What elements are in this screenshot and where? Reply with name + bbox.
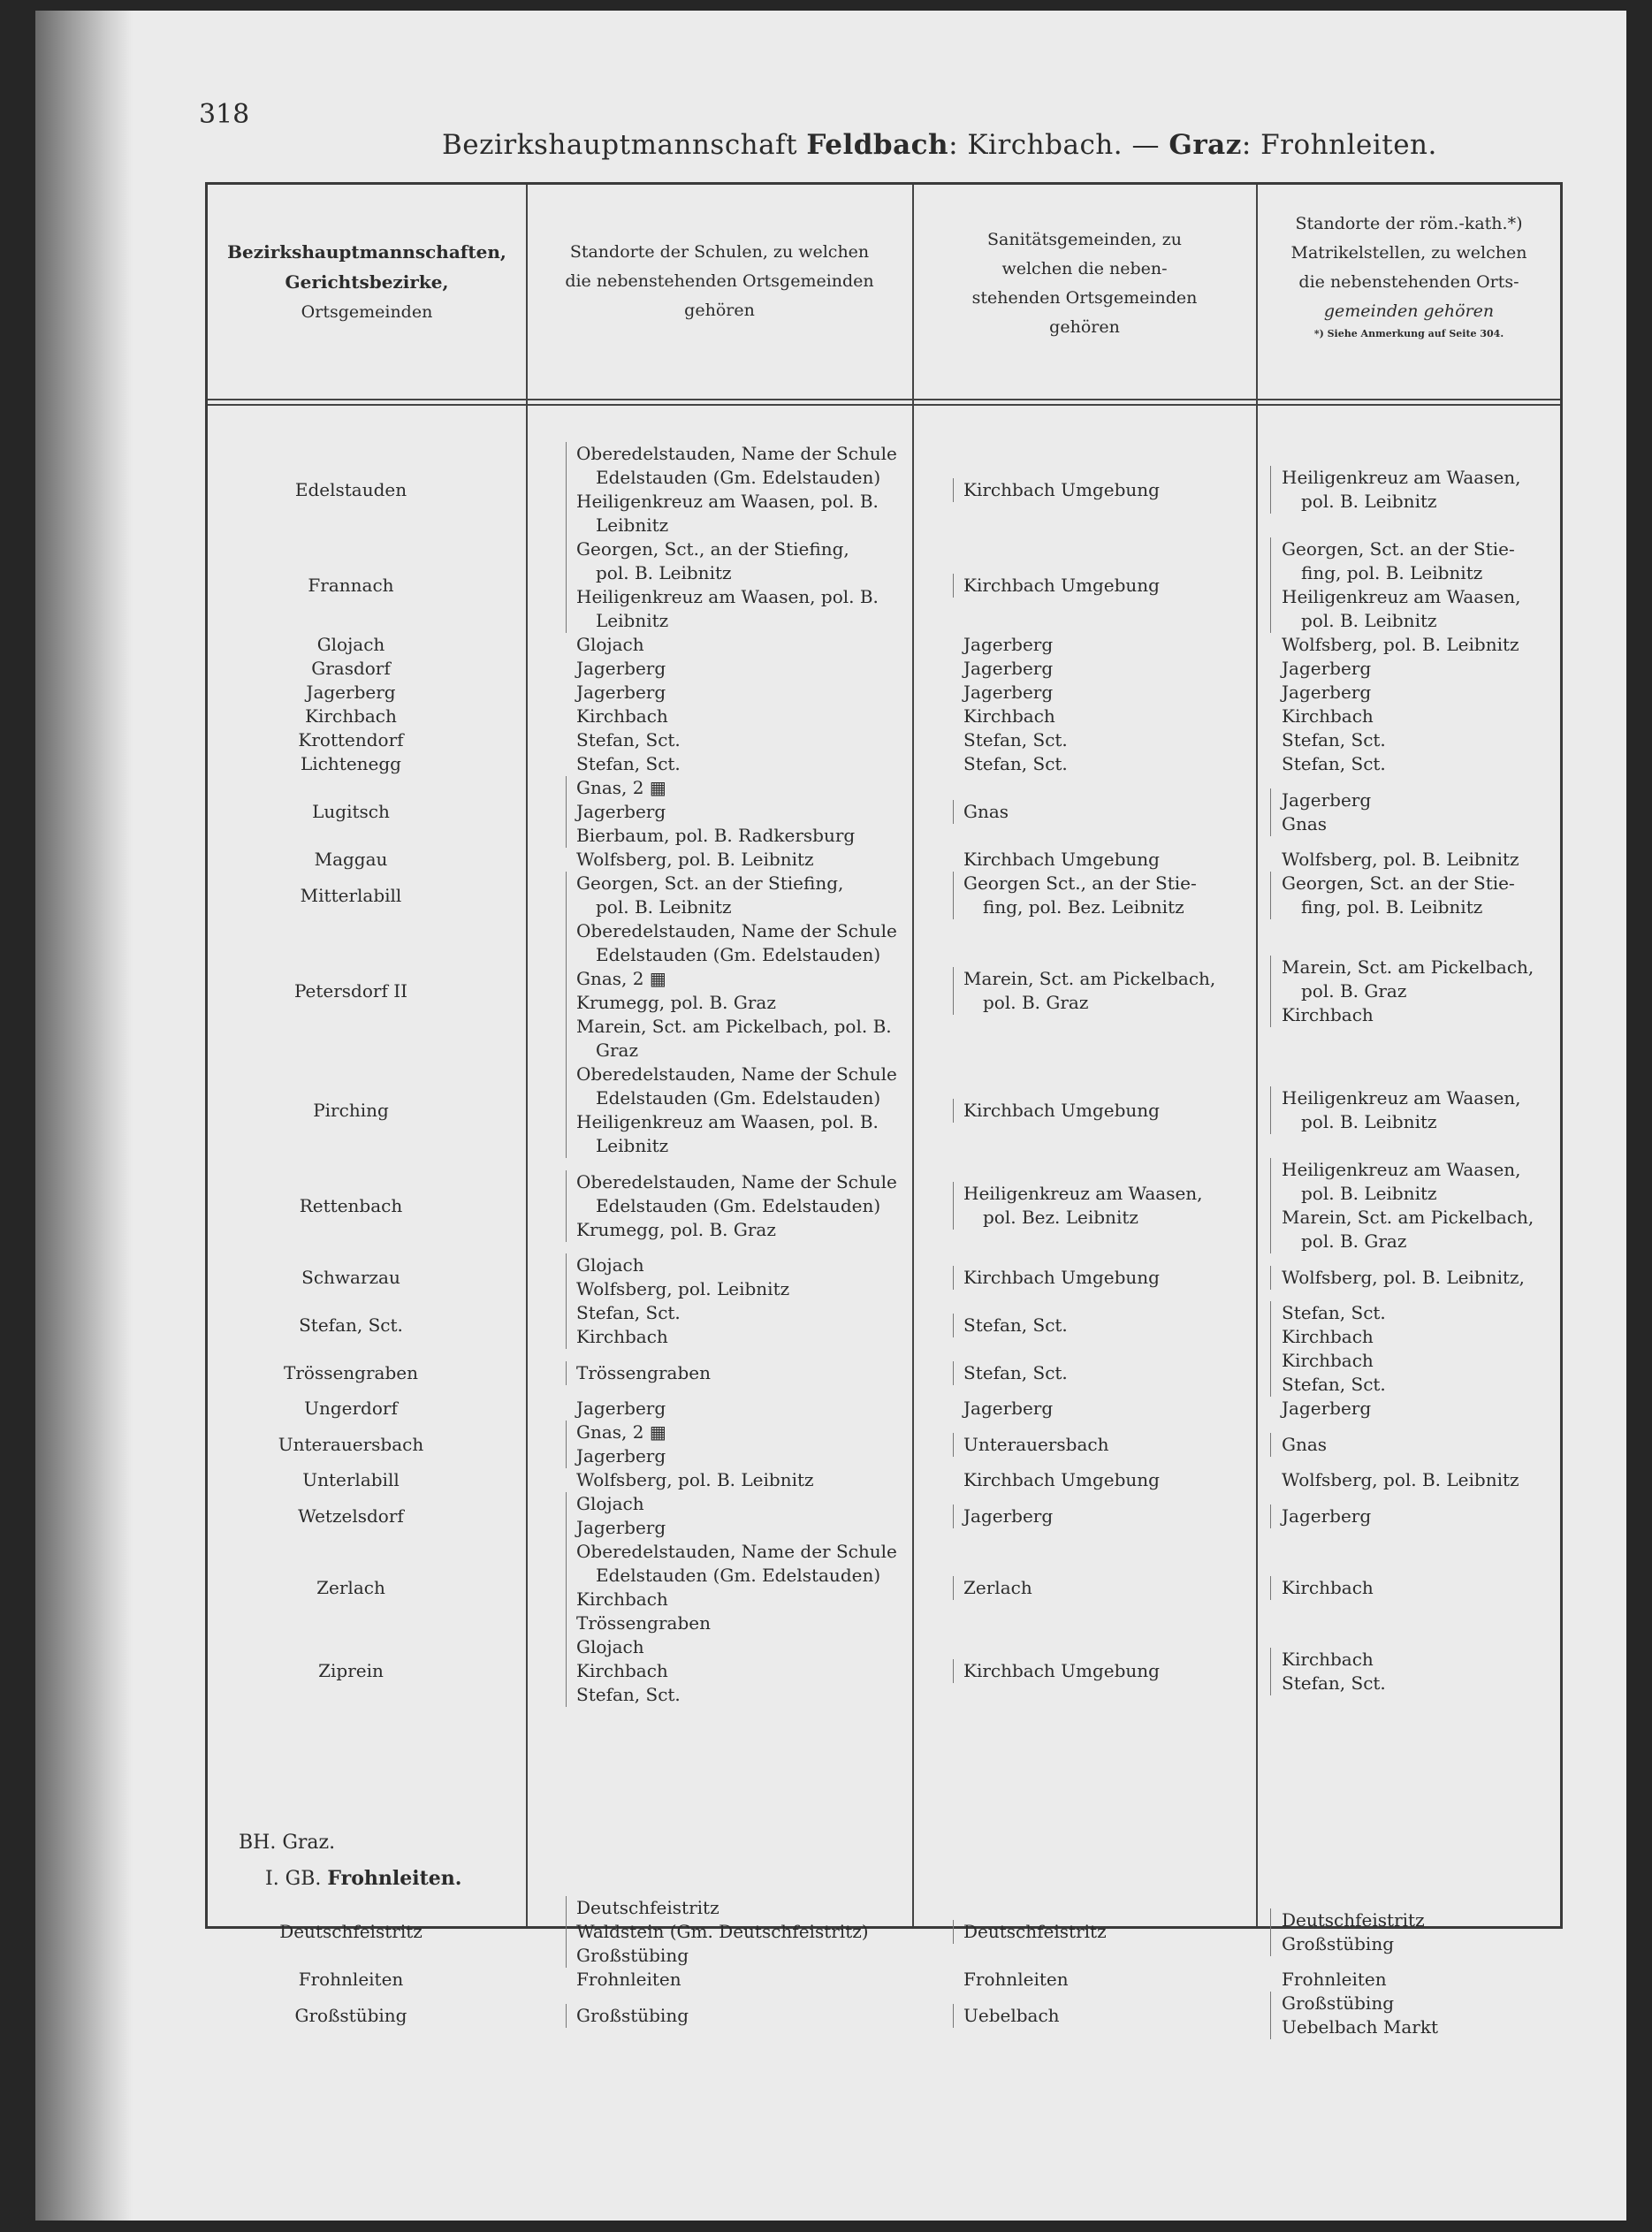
header-col-sanitary: Sanitätsgemeinden, zu welchen die neben- stehenden Ortsgemeinden gehören bbox=[971, 230, 1198, 337]
section-bh: BH. Graz. bbox=[239, 1832, 336, 1854]
rows-c2-10-0: Georgen, Sct. an der Stiefing, bbox=[576, 872, 844, 894]
rows-c2-brace-22 bbox=[566, 1635, 567, 1707]
rows-c4-22-1: Stefan, Sct. bbox=[1282, 1672, 1386, 1694]
rows-c3-brace-21 bbox=[953, 1576, 954, 1600]
rows-c3-18-0: Unterauersbach bbox=[963, 1433, 1109, 1455]
rows-c3-9-0: Kirchbach Umgebung bbox=[963, 849, 1160, 870]
rows-c2-13-0: Oberedelstauden, Name der Schule bbox=[576, 1170, 897, 1192]
rows-c4-15-1: Kirchbach bbox=[1282, 1326, 1374, 1347]
rows-c4-14-0: Wolfsberg, pol. B. Leibnitz, bbox=[1282, 1266, 1525, 1288]
rows-c4-11-2: Kirchbach bbox=[1282, 1003, 1374, 1025]
rows-c4-12-0: Heiligenkreuz am Waasen, bbox=[1282, 1087, 1521, 1108]
rows-c2-0-2: Heiligenkreuz am Waasen, pol. B. bbox=[576, 491, 879, 512]
header-rule-double bbox=[208, 404, 1560, 406]
rows-c2-17-0: Jagerberg bbox=[576, 1398, 666, 1419]
rows-c3-1-0: Kirchbach Umgebung bbox=[963, 574, 1160, 596]
rows-place-9: Maggau bbox=[314, 849, 388, 870]
rows-place-19: Unterlabill bbox=[302, 1469, 400, 1490]
book-binding-shadow bbox=[35, 11, 133, 2221]
rows-c2-2-0: Glojach bbox=[576, 634, 644, 655]
rows2-c4-0-0: Deutschfeistritz bbox=[1282, 1908, 1425, 1931]
rows-c4-brace-16 bbox=[1270, 1349, 1271, 1397]
rows2-c4-brace-0 bbox=[1270, 1908, 1271, 1956]
rows-c4-21-0: Kirchbach bbox=[1282, 1576, 1374, 1598]
rows-c3-brace-10 bbox=[953, 872, 954, 919]
rows-c2-11-3: Krumegg, pol. B. Graz bbox=[576, 992, 776, 1013]
rows-place-7: Lichtenegg bbox=[301, 753, 401, 774]
rows2-c2-0-0: Deutschfeistritz bbox=[576, 1897, 719, 1918]
rows-c2-22-2: Stefan, Sct. bbox=[576, 1684, 681, 1705]
rows-c2-11-5: Graz bbox=[596, 1040, 638, 1061]
rows-c2-21-1: Edelstauden (Gm. Edelstauden) bbox=[596, 1565, 881, 1586]
rows-c2-16-0: Trössengraben bbox=[576, 1361, 711, 1383]
rows-place-2: Glojach bbox=[316, 634, 385, 655]
rows2-c4-2-1: Uebelbach Markt bbox=[1282, 2016, 1439, 2038]
rows-c2-8-2: Bierbaum, pol. B. Radkersburg bbox=[576, 825, 856, 846]
rows-c3-19-0: Kirchbach Umgebung bbox=[963, 1469, 1160, 1490]
rows-c2-0-0: Oberedelstauden, Name der Schule bbox=[576, 443, 897, 464]
rows-c2-10-1: pol. B. Leibnitz bbox=[596, 896, 732, 918]
rows-c4-brace-21 bbox=[1270, 1576, 1271, 1600]
rows-c2-11-1: Edelstauden (Gm. Edelstauden) bbox=[596, 944, 881, 965]
rows-c4-brace-22 bbox=[1270, 1648, 1271, 1695]
rows-c3-brace-11 bbox=[953, 967, 954, 1015]
rows2-place-1: Frohnleiten bbox=[298, 1969, 404, 1990]
rows-c2-21-2: Kirchbach bbox=[576, 1588, 668, 1610]
rows-c2-14-0: Glojach bbox=[576, 1254, 644, 1276]
rows-c4-20-0: Jagerberg bbox=[1282, 1505, 1372, 1527]
rows-place-0: Edelstauden bbox=[294, 478, 407, 500]
rows-c2-brace-12 bbox=[566, 1063, 567, 1158]
rows-c4-17-0: Jagerberg bbox=[1282, 1398, 1372, 1419]
rows-c2-4-0: Jagerberg bbox=[576, 682, 666, 703]
rows-place-11: Petersdorf II bbox=[293, 979, 408, 1002]
rows-c3-7-0: Stefan, Sct. bbox=[963, 753, 1068, 774]
rows2-c3-brace-2 bbox=[953, 2004, 954, 2028]
rows-c4-7-0: Stefan, Sct. bbox=[1282, 753, 1386, 774]
rows2-c2-1-0: Frohnleiten bbox=[576, 1969, 681, 1990]
rows-c2-18-1: Jagerberg bbox=[576, 1445, 666, 1466]
rows2-c4-1-0: Frohnleiten bbox=[1282, 1969, 1387, 1990]
rows-place-14: Schwarzau bbox=[301, 1266, 400, 1288]
rows-place-4: Jagerberg bbox=[306, 682, 396, 703]
rows-place-20: Wetzelsdorf bbox=[298, 1505, 404, 1527]
rows-c4-13-3: pol. B. Graz bbox=[1301, 1230, 1407, 1252]
rows-c3-21-0: Zerlach bbox=[963, 1576, 1032, 1598]
rows-c4-brace-20 bbox=[1270, 1505, 1271, 1528]
rows-c3-20-0: Jagerberg bbox=[963, 1505, 1054, 1527]
rows-c3-brace-22 bbox=[953, 1659, 954, 1683]
rows-c3-brace-1 bbox=[953, 574, 954, 598]
rows-c4-13-0: Heiligenkreuz am Waasen, bbox=[1282, 1159, 1521, 1180]
rows-c3-13-1: pol. Bez. Leibnitz bbox=[983, 1207, 1138, 1228]
rows-c3-brace-18 bbox=[953, 1433, 954, 1457]
rows-c2-1-0: Georgen, Sct., an der Stiefing, bbox=[576, 538, 849, 560]
rows2-c2-0-1: Waldstein (Gm. Deutschfeistritz) bbox=[576, 1921, 869, 1942]
rows-c2-7-0: Stefan, Sct. bbox=[576, 753, 681, 774]
rows-c3-brace-20 bbox=[953, 1505, 954, 1528]
rows-place-18: Unterauersbach bbox=[278, 1433, 424, 1455]
rows-c4-1-1: fing, pol. B. Leibnitz bbox=[1301, 562, 1483, 583]
page-number: 318 bbox=[199, 99, 250, 130]
rows-c4-2-0: Wolfsberg, pol. B. Leibnitz bbox=[1282, 634, 1519, 655]
rows-c2-brace-15 bbox=[566, 1301, 567, 1349]
rows-c2-12-2: Heiligenkreuz am Waasen, pol. B. bbox=[576, 1111, 879, 1132]
rows-c4-brace-10 bbox=[1270, 872, 1271, 919]
rows-c2-11-0: Oberedelstauden, Name der Schule bbox=[576, 920, 897, 941]
rows-place-17: Ungerdorf bbox=[304, 1398, 398, 1419]
rows-c2-13-2: Krumegg, pol. B. Graz bbox=[576, 1218, 776, 1240]
rows2-place-2: Großstübing bbox=[294, 2004, 407, 2026]
rows-c3-brace-13 bbox=[953, 1182, 954, 1230]
rows-c3-13-0: Heiligenkreuz am Waasen, bbox=[963, 1183, 1203, 1204]
rows-c3-brace-14 bbox=[953, 1266, 954, 1290]
header-rule bbox=[208, 399, 1560, 400]
rows-c4-0-0: Heiligenkreuz am Waasen, bbox=[1282, 467, 1521, 488]
rows-place-3: Grasdorf bbox=[311, 658, 391, 679]
rows-c2-brace-14 bbox=[566, 1253, 567, 1301]
rows-c4-11-0: Marein, Sct. am Pickelbach, bbox=[1282, 956, 1534, 978]
column-rule-2 bbox=[912, 185, 914, 1926]
rows2-c3-1-0: Frohnleiten bbox=[963, 1969, 1069, 1990]
rows-c3-8-0: Gnas bbox=[963, 801, 1009, 822]
rows-c2-14-1: Wolfsberg, pol. Leibnitz bbox=[576, 1278, 790, 1299]
rows-c2-22-0: Glojach bbox=[576, 1636, 644, 1657]
rows2-c2-brace-2 bbox=[566, 2004, 567, 2028]
rows-c2-brace-11 bbox=[566, 919, 567, 1063]
rows2-c2-0-2: Großstübing bbox=[576, 1945, 689, 1966]
rows-c2-20-1: Jagerberg bbox=[576, 1517, 666, 1538]
rows-c2-20-0: Glojach bbox=[576, 1493, 644, 1514]
header-col-parish: Standorte der röm.-kath.*) Matrikelstellen, zu welchen die nebenstehenden Orts- gemeinden gehören *) Siehe Anmerkung auf Seite 304. bbox=[1290, 214, 1527, 339]
rows-c2-0-1: Edelstauden (Gm. Edelstauden) bbox=[596, 467, 881, 488]
rows-c2-1-1: pol. B. Leibnitz bbox=[596, 562, 732, 583]
rows-c4-19-0: Wolfsberg, pol. B. Leibnitz bbox=[1282, 1469, 1519, 1490]
rows-c4-3-0: Jagerberg bbox=[1282, 658, 1372, 679]
rows-c4-8-0: Jagerberg bbox=[1282, 788, 1372, 811]
rows-c4-15-0: Stefan, Sct. bbox=[1282, 1302, 1386, 1323]
rows-c4-1-2: Heiligenkreuz am Waasen, bbox=[1282, 586, 1521, 607]
rows-c3-16-0: Stefan, Sct. bbox=[963, 1361, 1068, 1383]
rows-c2-12-0: Oberedelstauden, Name der Schule bbox=[576, 1063, 897, 1085]
rows-c3-15-0: Stefan, Sct. bbox=[963, 1314, 1068, 1336]
rows-c2-8-0: Gnas, 2 ▦ bbox=[576, 777, 666, 798]
rows-c4-brace-18 bbox=[1270, 1433, 1271, 1457]
rows-c4-10-1: fing, pol. B. Leibnitz bbox=[1301, 896, 1483, 918]
rows-c3-11-1: pol. B. Graz bbox=[983, 992, 1089, 1013]
rows-c4-10-0: Georgen, Sct. an der Stie- bbox=[1282, 872, 1515, 894]
rows-c3-10-0: Georgen Sct., an der Stie- bbox=[963, 872, 1197, 894]
rows-c4-brace-1 bbox=[1270, 537, 1271, 633]
rows-place-6: Krottendorf bbox=[298, 729, 404, 750]
rows-c3-5-0: Kirchbach bbox=[963, 705, 1055, 727]
rows-c4-16-0: Kirchbach bbox=[1282, 1350, 1374, 1371]
rows-c3-brace-0 bbox=[953, 478, 954, 502]
rows-c3-14-0: Kirchbach Umgebung bbox=[963, 1266, 1160, 1288]
rows-c4-11-1: pol. B. Graz bbox=[1301, 979, 1407, 1002]
rows-c2-brace-16 bbox=[566, 1361, 567, 1385]
rows2-c4-0-1: Großstübing bbox=[1282, 1932, 1395, 1954]
rows-c4-16-1: Stefan, Sct. bbox=[1282, 1374, 1386, 1395]
rows-c2-brace-18 bbox=[566, 1421, 567, 1468]
rows-c2-12-1: Edelstauden (Gm. Edelstauden) bbox=[596, 1087, 881, 1108]
rows-c4-6-0: Stefan, Sct. bbox=[1282, 729, 1386, 750]
rows-c3-11-0: Marein, Sct. am Pickelbach, bbox=[963, 968, 1216, 989]
rows-c4-1-0: Georgen, Sct. an der Stie- bbox=[1282, 538, 1515, 560]
column-rule-3 bbox=[1256, 185, 1258, 1926]
rows-c2-8-1: Jagerberg bbox=[576, 801, 666, 822]
rows-c2-brace-1 bbox=[566, 537, 567, 633]
rows-c3-17-0: Jagerberg bbox=[963, 1398, 1054, 1419]
rows2-c3-brace-0 bbox=[953, 1920, 954, 1944]
rows-c2-1-3: Leibnitz bbox=[596, 610, 669, 631]
rows-c3-22-0: Kirchbach Umgebung bbox=[963, 1660, 1160, 1681]
rows-c4-brace-14 bbox=[1270, 1266, 1271, 1290]
rows-place-22: Ziprein bbox=[318, 1660, 384, 1681]
rows-c3-0-0: Kirchbach Umgebung bbox=[963, 478, 1160, 500]
rows-c2-13-1: Edelstauden (Gm. Edelstauden) bbox=[596, 1194, 881, 1216]
rows-c2-18-0: Gnas, 2 ▦ bbox=[576, 1421, 666, 1443]
rows-c2-11-2: Gnas, 2 ▦ bbox=[576, 968, 666, 989]
running-head: Bezirkshauptmannschaft Feldbach: Kirchbach. — Graz: Frohnleiten. bbox=[442, 129, 1437, 161]
header-col-district: Bezirkshauptmannschaften, Gerichtsbezirke, Ortsgemeinden bbox=[227, 241, 506, 322]
rows-c4-4-0: Jagerberg bbox=[1282, 682, 1372, 703]
rows2-c4-brace-2 bbox=[1270, 1992, 1271, 2039]
rows-c2-19-0: Wolfsberg, pol. B. Leibnitz bbox=[576, 1469, 814, 1490]
rows-place-16: Trössengraben bbox=[284, 1361, 418, 1383]
rows2-c4-2-0: Großstübing bbox=[1282, 1992, 1395, 2014]
rows-c2-15-0: Stefan, Sct. bbox=[576, 1302, 681, 1323]
rows-c4-18-0: Gnas bbox=[1282, 1433, 1328, 1455]
rows-c2-brace-21 bbox=[566, 1540, 567, 1635]
rows-c2-6-0: Stefan, Sct. bbox=[576, 729, 681, 750]
header-col-schools: Standorte der Schulen, zu welchen die nebenstehenden Ortsgemeinden gehören bbox=[565, 242, 874, 320]
rows-place-10: Mitterlabill bbox=[300, 884, 402, 906]
rows-c3-brace-15 bbox=[953, 1314, 954, 1337]
rows-c3-2-0: Jagerberg bbox=[963, 634, 1054, 655]
rows-c3-3-0: Jagerberg bbox=[963, 658, 1054, 679]
rows-c2-brace-0 bbox=[566, 442, 567, 537]
rows-c2-12-3: Leibnitz bbox=[596, 1135, 669, 1156]
rows2-c2-brace-0 bbox=[566, 1896, 567, 1968]
rows-c4-13-1: pol. B. Leibnitz bbox=[1301, 1183, 1437, 1204]
rows-c4-brace-15 bbox=[1270, 1301, 1271, 1349]
rows-place-13: Rettenbach bbox=[299, 1194, 403, 1216]
rows2-place-0: Deutschfeistritz bbox=[279, 1921, 423, 1942]
rows-c4-1-3: pol. B. Leibnitz bbox=[1301, 610, 1437, 631]
rows2-c2-2-0: Großstübing bbox=[576, 2004, 689, 2026]
rows-c2-brace-10 bbox=[566, 872, 567, 919]
rows-c4-brace-13 bbox=[1270, 1158, 1271, 1253]
rows2-c3-0-0: Deutschfeistritz bbox=[963, 1921, 1107, 1942]
rows-c2-brace-8 bbox=[566, 776, 567, 848]
rows-c2-21-0: Oberedelstauden, Name der Schule bbox=[576, 1541, 897, 1562]
rows-place-15: Stefan, Sct. bbox=[299, 1314, 403, 1336]
rows-c2-5-0: Kirchbach bbox=[576, 705, 668, 727]
rows-c3-6-0: Stefan, Sct. bbox=[963, 729, 1068, 750]
rows-c4-brace-0 bbox=[1270, 466, 1271, 514]
rows-c3-4-0: Jagerberg bbox=[963, 682, 1054, 703]
rows-c4-22-0: Kirchbach bbox=[1282, 1648, 1374, 1670]
rows-c4-0-1: pol. B. Leibnitz bbox=[1301, 491, 1437, 512]
column-rule-1 bbox=[526, 185, 528, 1926]
rows-c3-brace-16 bbox=[953, 1361, 954, 1385]
rows-c3-brace-12 bbox=[953, 1099, 954, 1123]
rows-c4-13-2: Marein, Sct. am Pickelbach, bbox=[1282, 1207, 1534, 1228]
rows-c4-brace-8 bbox=[1270, 788, 1271, 836]
rows-place-8: Lugitsch bbox=[312, 801, 390, 822]
section-gb: I. GB. Frohnleiten. bbox=[265, 1867, 462, 1890]
rows-c3-brace-8 bbox=[953, 800, 954, 824]
rows-c4-brace-12 bbox=[1270, 1086, 1271, 1134]
rows-c2-15-1: Kirchbach bbox=[576, 1326, 668, 1347]
rows-c2-9-0: Wolfsberg, pol. B. Leibnitz bbox=[576, 849, 814, 870]
rows2-c3-2-0: Uebelbach bbox=[963, 2004, 1060, 2026]
rows-c4-8-1: Gnas bbox=[1282, 812, 1328, 834]
rows-c2-11-4: Marein, Sct. am Pickelbach, pol. B. bbox=[576, 1016, 892, 1037]
rows-c4-12-1: pol. B. Leibnitz bbox=[1301, 1111, 1437, 1132]
rows-c2-brace-13 bbox=[566, 1170, 567, 1242]
rows-c2-0-3: Leibnitz bbox=[596, 514, 669, 536]
rows-c4-brace-11 bbox=[1270, 956, 1271, 1027]
rows-c2-3-0: Jagerberg bbox=[576, 658, 666, 679]
rows-c3-10-1: fing, pol. Bez. Leibnitz bbox=[983, 896, 1184, 918]
rows-place-12: Pirching bbox=[313, 1099, 389, 1121]
rows-c2-brace-20 bbox=[566, 1492, 567, 1540]
rows-place-5: Kirchbach bbox=[305, 705, 397, 727]
rows-c2-21-3: Trössengraben bbox=[576, 1612, 711, 1634]
rows-c3-12-0: Kirchbach Umgebung bbox=[963, 1099, 1160, 1121]
rows-c2-1-2: Heiligenkreuz am Waasen, pol. B. bbox=[576, 586, 879, 607]
rows-place-21: Zerlach bbox=[316, 1576, 385, 1598]
rows-c4-9-0: Wolfsberg, pol. B. Leibnitz bbox=[1282, 849, 1519, 870]
rows-place-1: Frannach bbox=[308, 574, 394, 596]
rows-c4-5-0: Kirchbach bbox=[1282, 705, 1374, 727]
rows-c2-22-1: Kirchbach bbox=[576, 1660, 668, 1681]
